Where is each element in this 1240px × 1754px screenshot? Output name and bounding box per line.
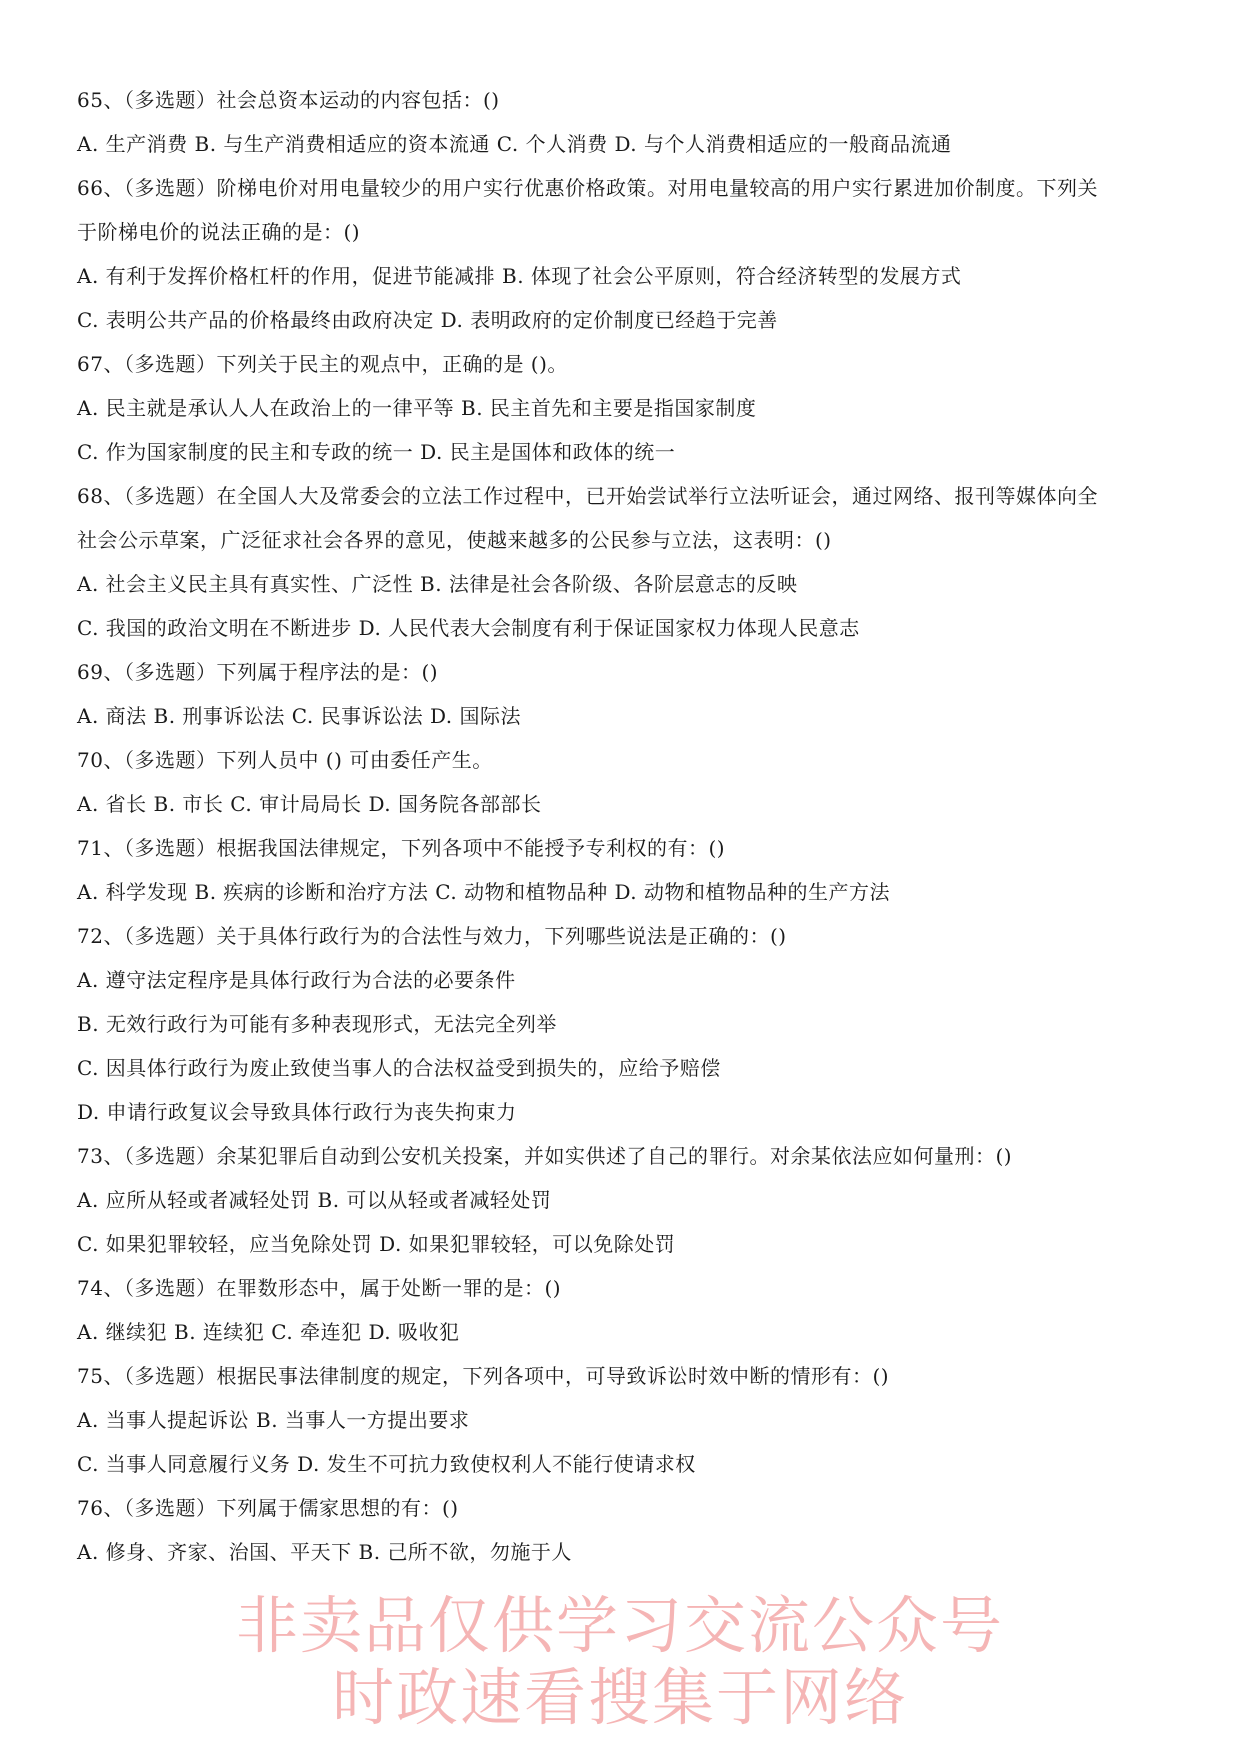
question-options: B. 无效行政行为可能有多种表现形式，无法完全列举: [77, 1012, 557, 1036]
question-stem: 73、（多选题）余某犯罪后自动到公安机关投案，并如实供述了自己的罪行。对余某依法应如何量刑：(): [77, 1144, 1013, 1168]
question-stem: 67、（多选题）下列关于民主的观点中，正确的是 ()。: [77, 352, 568, 376]
question-stem: 71、（多选题）根据我国法律规定，下列各项中不能授予专利权的有：(): [77, 836, 726, 860]
question-options: A. 生产消费 B. 与生产消费相适应的资本流通 C. 个人消费 D. 与个人消费相适应的一般商品流通: [77, 132, 952, 156]
question-stem: 69、（多选题）下列属于程序法的是：(): [77, 660, 439, 684]
question-stem: 72、（多选题）关于具体行政行为的合法性与效力，下列哪些说法是正确的：(): [77, 924, 787, 948]
question-options: 社会公示草案，广泛征求社会各界的意见，使越来越多的公民参与立法，这表明：(): [77, 528, 832, 552]
question-options: A. 继续犯 B. 连续犯 C. 牵连犯 D. 吸收犯: [77, 1320, 460, 1344]
question-options: A. 省长 B. 市长 C. 审计局局长 D. 国务院各部部长: [77, 792, 542, 816]
watermark: 非卖品仅供学习交流公众号时政速看搜集于网络: [235, 1589, 1004, 1734]
question-options: A. 遵守法定程序是具体行政行为合法的必要条件: [77, 968, 516, 992]
question-stem: 70、（多选题）下列人员中 () 可由委任产生。: [77, 748, 493, 772]
question-options: A. 有利于发挥价格杠杆的作用，促进节能减排 B. 体现了社会公平原则，符合经济转型的发展方式: [77, 264, 962, 288]
question-options: A. 民主就是承认人人在政治上的一律平等 B. 民主首先和主要是指国家制度: [77, 396, 757, 420]
question-options: C. 表明公共产品的价格最终由政府决定 D. 表明政府的定价制度已经趋于完善: [77, 308, 778, 332]
question-options: C. 当事人同意履行义务 D. 发生不可抗力致使权利人不能行使请求权: [77, 1452, 696, 1476]
question-options: C. 作为国家制度的民主和专政的统一 D. 民主是国体和政体的统一: [77, 440, 676, 464]
question-options: C. 因具体行政行为废止致使当事人的合法权益受到损失的，应给予赔偿: [77, 1056, 721, 1080]
question-options: D. 申请行政复议会导致具体行政行为丧失拘束力: [77, 1100, 517, 1124]
question-options: A. 科学发现 B. 疾病的诊断和治疗方法 C. 动物和植物品种 D. 动物和植物品种的生产方法: [77, 880, 890, 904]
question-stem: 74、（多选题）在罪数形态中，属于处断一罪的是：(): [77, 1276, 562, 1300]
question-options: 于阶梯电价的说法正确的是：(): [77, 220, 361, 244]
question-options: C. 如果犯罪较轻，应当免除处罚 D. 如果犯罪较轻，可以免除处罚: [77, 1232, 676, 1256]
question-options: A. 商法 B. 刑事诉讼法 C. 民事诉讼法 D. 国际法: [77, 704, 521, 728]
question-stem: 66、（多选题）阶梯电价对用电量较少的用户实行优惠价格政策。对用电量较高的用户实行累进加价制度。下列关: [77, 176, 1098, 200]
question-stem: 76、（多选题）下列属于儒家思想的有：(): [77, 1496, 459, 1520]
question-options: A. 当事人提起诉讼 B. 当事人一方提出要求: [77, 1408, 470, 1432]
question-options: C. 我国的政治文明在不断进步 D. 人民代表大会制度有利于保证国家权力体现人民意志: [77, 616, 860, 640]
question-list: [77, 78, 1197, 1574]
question-stem: 75、（多选题）根据民事法律制度的规定，下列各项中，可导致诉讼时效中断的情形有：(): [77, 1364, 890, 1388]
question-options: A. 修身、齐家、治国、平天下 B. 己所不欲，勿施于人: [77, 1540, 572, 1564]
question-stem: 65、（多选题）社会总资本运动的内容包括：(): [77, 88, 500, 112]
question-options: A. 应所从轻或者减轻处罚 B. 可以从轻或者减轻处罚: [77, 1188, 552, 1212]
question-options: A. 社会主义民主具有真实性、广泛性 B. 法律是社会各阶级、各阶层意志的反映: [77, 572, 798, 596]
question-stem: 68、（多选题）在全国人大及常委会的立法工作过程中，已开始尝试举行立法听证会，通过网络、报刊等媒体向全: [77, 484, 1098, 508]
